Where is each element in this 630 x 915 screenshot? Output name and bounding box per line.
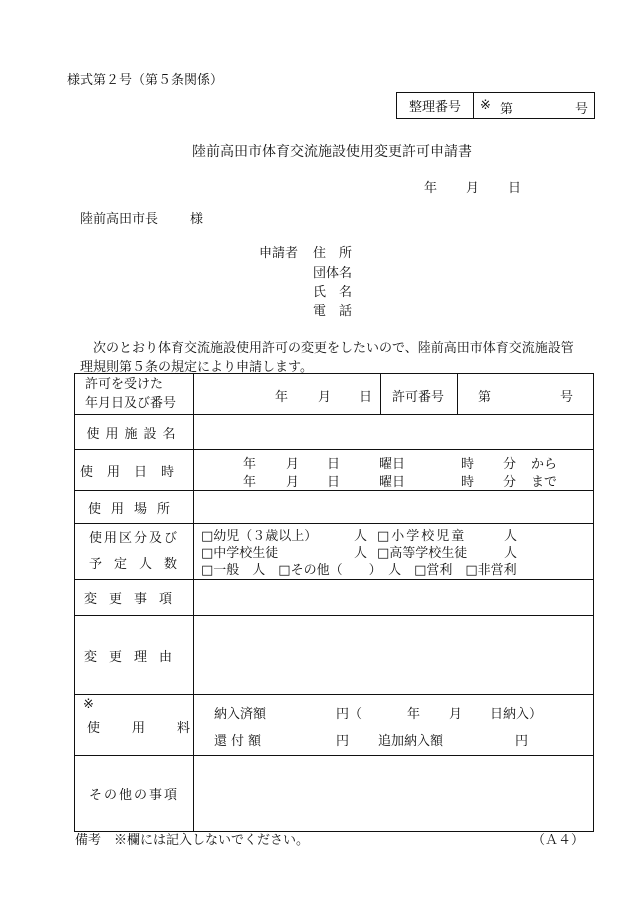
category-high-school-unit: 人 bbox=[504, 546, 518, 561]
end-weekday[interactable]: 曜日 bbox=[379, 475, 406, 490]
body-text-line2: 理規則第５条の規定により申請します。 bbox=[80, 360, 313, 375]
other-label: その他の事項 bbox=[88, 788, 179, 803]
reference-number-box bbox=[396, 92, 595, 119]
category-infant-unit: 人 bbox=[354, 529, 368, 544]
table-row-change-item bbox=[75, 580, 594, 616]
applicant-name[interactable]: 氏 名 bbox=[313, 285, 353, 300]
change-item-label: 変更事項 bbox=[83, 592, 184, 607]
category-label-line2: 予定人数 bbox=[89, 556, 190, 572]
category-junior-high[interactable]: □中学校生徒 bbox=[201, 546, 279, 561]
change-item-value-cell[interactable] bbox=[194, 580, 594, 616]
fee-value-cell bbox=[194, 695, 594, 756]
addressee-honorific: 様 bbox=[190, 212, 204, 227]
permit-date-label-line2: 年月日及び番号 bbox=[85, 396, 177, 411]
category-label-line1: 使用区分及び bbox=[89, 530, 180, 546]
end-year[interactable]: 年 bbox=[243, 475, 257, 490]
body-text-line1: 次のとおり体育交流施設使用許可の変更をしたいので、陸前高田市体育交流施設管 bbox=[93, 341, 574, 356]
start-hour[interactable]: 時 bbox=[461, 457, 475, 472]
reference-number-field[interactable] bbox=[474, 93, 594, 118]
other-value-cell[interactable] bbox=[194, 756, 594, 832]
applicant-phone[interactable]: 電 話 bbox=[313, 304, 353, 319]
category-high-school[interactable]: □高等学校生徒 bbox=[377, 546, 468, 561]
permit-year[interactable]: 年 bbox=[275, 390, 289, 405]
fee-paid-day[interactable]: 日納入） bbox=[490, 707, 543, 722]
permit-go: 号 bbox=[560, 390, 574, 405]
fee-extra-label: 追加納入額 bbox=[378, 734, 444, 749]
fee-label-cell bbox=[75, 695, 223, 756]
permit-divider-1 bbox=[380, 374, 381, 414]
fee-extra-yen[interactable]: 円 bbox=[515, 734, 529, 749]
table-row-other bbox=[75, 756, 594, 832]
category-general-other[interactable]: □一般 人 □その他（ ） 人 □営利 □非営利 bbox=[201, 563, 517, 578]
form-number: 様式第２号（第５条関係） bbox=[67, 73, 224, 88]
facility-label: 使用施設名 bbox=[86, 426, 182, 442]
start-weekday[interactable]: 曜日 bbox=[379, 457, 406, 472]
category-elementary-unit: 人 bbox=[504, 529, 518, 544]
start-minute[interactable]: 分 bbox=[503, 457, 517, 472]
fee-mark: ※ bbox=[83, 697, 94, 712]
facility-label-cell bbox=[75, 415, 194, 450]
page-title: 陸前高田市体育交流施設使用変更許可申請書 bbox=[192, 144, 472, 160]
other-label-cell bbox=[75, 756, 194, 832]
applicant-organization[interactable]: 団体名 bbox=[313, 266, 353, 281]
reference-go: 号 bbox=[574, 102, 588, 117]
reference-dai: 第 bbox=[500, 102, 514, 117]
permit-dai: 第 bbox=[478, 390, 492, 405]
table-row-permit bbox=[75, 374, 594, 415]
table-row-place bbox=[75, 491, 594, 524]
category-elementary[interactable]: □小学校児童 bbox=[377, 529, 467, 544]
change-reason-value-cell[interactable] bbox=[194, 616, 594, 695]
start-suffix: から bbox=[531, 457, 558, 472]
change-reason-label: 変更理由 bbox=[83, 649, 184, 665]
permit-day[interactable]: 日 bbox=[359, 390, 373, 405]
permit-month[interactable]: 月 bbox=[318, 390, 332, 405]
datetime-value-cell bbox=[194, 450, 594, 491]
fee-refund-label: 還付額 bbox=[214, 734, 266, 749]
fee-paid-yen[interactable]: 円（ bbox=[336, 707, 363, 722]
category-label-cell bbox=[75, 524, 194, 580]
facility-value-cell[interactable] bbox=[194, 415, 594, 450]
end-month[interactable]: 月 bbox=[286, 475, 300, 490]
change-reason-label-cell bbox=[75, 616, 194, 695]
reference-mark: ※ bbox=[480, 98, 491, 113]
applicant-label: 申請者 bbox=[259, 246, 299, 261]
start-day[interactable]: 日 bbox=[327, 457, 341, 472]
category-value-cell bbox=[194, 524, 594, 580]
category-infant[interactable]: □幼児（３歳以上） bbox=[201, 529, 318, 544]
application-table bbox=[74, 373, 594, 832]
end-minute[interactable]: 分 bbox=[503, 475, 517, 490]
place-label: 使用場所 bbox=[87, 501, 180, 517]
permit-divider-2 bbox=[457, 374, 458, 414]
table-row-fee bbox=[75, 695, 594, 756]
footer-note: 備考 ※欄には記入しないでください。 bbox=[75, 833, 310, 848]
table-row-facility bbox=[75, 415, 594, 450]
addressee-name: 陸前高田市長 bbox=[80, 212, 159, 227]
table-row-change-reason bbox=[75, 616, 594, 695]
fee-refund-yen[interactable]: 円 bbox=[336, 734, 350, 749]
end-hour[interactable]: 時 bbox=[461, 475, 475, 490]
table-row-category bbox=[75, 524, 594, 580]
date-year[interactable]: 年 bbox=[424, 181, 438, 196]
place-value-cell[interactable] bbox=[194, 491, 594, 524]
fee-paid-year[interactable]: 年 bbox=[407, 707, 421, 722]
fee-label: 使用料 bbox=[87, 721, 223, 736]
change-item-label-cell bbox=[75, 580, 194, 616]
start-year[interactable]: 年 bbox=[243, 457, 257, 472]
fee-paid-month[interactable]: 月 bbox=[449, 707, 463, 722]
datetime-label-cell bbox=[75, 450, 194, 491]
permit-date-label-line1: 許可を受けた bbox=[85, 377, 164, 392]
applicant-address[interactable]: 住 所 bbox=[313, 246, 353, 261]
place-label-cell bbox=[75, 491, 194, 524]
paper-size: （Ａ４） bbox=[532, 833, 585, 848]
end-day[interactable]: 日 bbox=[327, 475, 341, 490]
date-month[interactable]: 月 bbox=[466, 181, 480, 196]
date-day[interactable]: 日 bbox=[508, 181, 522, 196]
table-row-datetime bbox=[75, 450, 594, 491]
permit-date-value-cell bbox=[194, 374, 594, 415]
end-suffix: まで bbox=[531, 475, 558, 490]
datetime-label: 使用日時 bbox=[79, 464, 188, 480]
reference-number-label: 整理番号 bbox=[397, 93, 474, 118]
fee-paid-label: 納入済額 bbox=[214, 707, 267, 722]
start-month[interactable]: 月 bbox=[286, 457, 300, 472]
permit-number-label: 許可番号 bbox=[392, 390, 445, 405]
category-junior-high-unit: 人 bbox=[354, 546, 368, 561]
permit-date-label-cell bbox=[75, 374, 194, 415]
